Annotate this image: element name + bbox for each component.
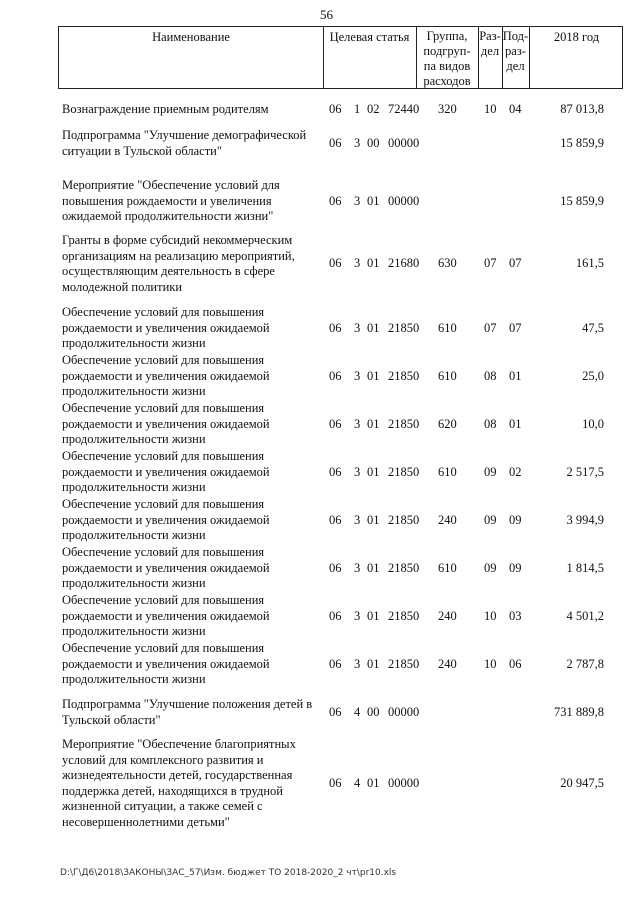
row-c2: 1 xyxy=(354,102,361,116)
row-amount: 3 994,9 xyxy=(566,512,604,527)
row-sub: 09 xyxy=(509,560,522,575)
row-sub: 02 xyxy=(509,464,522,479)
row-group: 630 xyxy=(438,256,457,271)
row-amount: 1 814,5 xyxy=(566,560,604,575)
row-sub: 07 xyxy=(509,320,522,335)
table-row xyxy=(0,737,640,830)
table-row xyxy=(0,593,640,640)
row-c2: 3 xyxy=(354,656,361,671)
header-section: Раз- дел xyxy=(479,29,501,58)
row-sec: 09 xyxy=(484,464,497,479)
row-c4: 21680 xyxy=(388,256,420,271)
row-c4: 21850 xyxy=(388,560,420,575)
row-name: Мероприятие "Обеспечение условий для повышения рождаемости и увеличения ожидаемой продолжительности жизни" xyxy=(62,178,280,223)
row-sub: 01 xyxy=(509,416,522,431)
row-c2: 3 xyxy=(354,135,361,150)
row-c2: 3 xyxy=(354,608,361,623)
row-c1: 06 xyxy=(329,656,342,671)
row-c1: 06 xyxy=(329,102,342,116)
row-c4: 00000 xyxy=(388,193,420,208)
row-group: 610 xyxy=(438,320,457,335)
row-c3: 01 xyxy=(367,512,380,527)
row-amount: 15 859,9 xyxy=(560,193,604,208)
table-row xyxy=(0,128,640,159)
row-c2: 3 xyxy=(354,512,361,527)
row-name: Вознаграждение приемным родителям xyxy=(62,102,269,116)
row-sub: 04 xyxy=(509,102,522,116)
row-name: Подпрограмма "Улучшение положения детей в Тульской области" xyxy=(62,697,313,727)
row-c2: 4 xyxy=(354,704,361,719)
table-row xyxy=(0,233,640,295)
row-sec: 09 xyxy=(484,512,497,527)
row-amount: 2 787,8 xyxy=(566,656,604,671)
row-sub: 09 xyxy=(509,512,522,527)
row-amount: 731 889,8 xyxy=(554,704,604,719)
row-sec: 10 xyxy=(484,656,497,671)
table-row xyxy=(0,545,640,592)
table-row xyxy=(0,305,640,352)
header-target: Целевая статья xyxy=(329,30,410,44)
row-sub: 03 xyxy=(509,608,522,623)
table-row xyxy=(0,697,640,728)
row-c3: 01 xyxy=(367,320,380,335)
row-c4: 21850 xyxy=(388,416,420,431)
row-c2: 3 xyxy=(354,368,361,383)
row-group: 240 xyxy=(438,656,457,671)
header-year: 2018 год xyxy=(553,30,600,44)
row-c3: 02 xyxy=(367,102,380,116)
table-row xyxy=(0,449,640,496)
row-sec: 08 xyxy=(484,368,497,383)
row-name: Обеспечение условий для повышения рождаемости и увеличения ожидаемой продолжительности жизни xyxy=(62,497,270,542)
table-row xyxy=(0,102,640,118)
row-name: Обеспечение условий для повышения рождаемости и увеличения ожидаемой продолжительности жизни xyxy=(62,545,270,590)
row-sub: 01 xyxy=(509,368,522,383)
row-c4: 21850 xyxy=(388,512,420,527)
row-sub: 06 xyxy=(509,656,522,671)
row-c1: 06 xyxy=(329,193,342,208)
row-c3: 01 xyxy=(367,368,380,383)
row-group: 610 xyxy=(438,464,457,479)
row-c3: 01 xyxy=(367,608,380,623)
row-c3: 01 xyxy=(367,656,380,671)
row-c1: 06 xyxy=(329,320,342,335)
row-name: Обеспечение условий для повышения рождаемости и увеличения ожидаемой продолжительности жизни xyxy=(62,401,270,446)
row-c4: 00000 xyxy=(388,135,420,150)
row-amount: 2 517,5 xyxy=(566,464,604,479)
row-group: 240 xyxy=(438,512,457,527)
row-c1: 06 xyxy=(329,775,342,790)
row-c4: 72440 xyxy=(388,102,420,116)
row-c1: 06 xyxy=(329,464,342,479)
row-c2: 4 xyxy=(354,775,361,790)
row-c3: 01 xyxy=(367,560,380,575)
row-name: Обеспечение условий для повышения рождаемости и увеличения ожидаемой продолжительности жизни xyxy=(62,305,270,350)
row-c1: 06 xyxy=(329,135,342,150)
row-c1: 06 xyxy=(329,704,342,719)
row-name: Подпрограмма "Улучшение демографической ситуации в Тульской области" xyxy=(62,128,307,158)
header-subsection: Под- раз- дел xyxy=(502,29,529,73)
row-c1: 06 xyxy=(329,560,342,575)
row-group: 610 xyxy=(438,368,457,383)
row-c3: 01 xyxy=(367,193,380,208)
table-row xyxy=(0,641,640,688)
row-name: Мероприятие "Обеспечение благоприятных условий для комплексного развития и жизнедеятельности детей, государственная поддержка детей, находящихся в трудной жизненной ситуации, а также семей с несовершеннолетними детьми" xyxy=(62,737,296,829)
row-c2: 3 xyxy=(354,256,361,271)
row-amount: 25,0 xyxy=(582,368,604,383)
row-group: 620 xyxy=(438,416,457,431)
row-c2: 3 xyxy=(354,560,361,575)
row-sec: 07 xyxy=(484,256,497,271)
row-sec: 08 xyxy=(484,416,497,431)
row-sec: 10 xyxy=(484,608,497,623)
row-c4: 00000 xyxy=(388,775,420,790)
row-c1: 06 xyxy=(329,416,342,431)
table-row xyxy=(0,353,640,400)
table-row xyxy=(0,178,640,225)
row-c2: 3 xyxy=(354,416,361,431)
row-amount: 15 859,9 xyxy=(560,135,604,150)
row-c2: 3 xyxy=(354,464,361,479)
page-number: 56 xyxy=(320,7,333,22)
row-c1: 06 xyxy=(329,256,342,271)
table-row xyxy=(0,497,640,544)
table-row xyxy=(0,401,640,448)
row-name: Обеспечение условий для повышения рождаемости и увеличения ожидаемой продолжительности жизни xyxy=(62,353,270,398)
row-c4: 21850 xyxy=(388,656,420,671)
row-amount: 20 947,5 xyxy=(560,775,604,790)
row-sec: 10 xyxy=(484,102,497,116)
row-group: 320 xyxy=(438,102,457,116)
row-c1: 06 xyxy=(329,512,342,527)
row-c4: 21850 xyxy=(388,320,420,335)
row-c3: 01 xyxy=(367,775,380,790)
row-name: Обеспечение условий для повышения рождаемости и увеличения ожидаемой продолжительности жизни xyxy=(62,641,270,686)
row-c2: 3 xyxy=(354,320,361,335)
row-sec: 07 xyxy=(484,320,497,335)
row-c2: 3 xyxy=(354,193,361,208)
row-sec: 09 xyxy=(484,560,497,575)
row-c4: 00000 xyxy=(388,704,420,719)
row-c4: 21850 xyxy=(388,608,420,623)
row-sub: 07 xyxy=(509,256,522,271)
table-header xyxy=(58,26,623,89)
row-amount: 161,5 xyxy=(575,256,604,271)
row-c4: 21850 xyxy=(388,464,420,479)
row-name: Обеспечение условий для повышения рождаемости и увеличения ожидаемой продолжительности жизни xyxy=(62,449,270,494)
row-amount: 4 501,2 xyxy=(566,608,604,623)
row-amount: 47,5 xyxy=(582,320,604,335)
header-group: Группа, подгруп- па видов расходов xyxy=(423,29,471,88)
row-c3: 01 xyxy=(367,464,380,479)
row-c4: 21850 xyxy=(388,368,420,383)
row-c1: 06 xyxy=(329,608,342,623)
row-c1: 06 xyxy=(329,368,342,383)
row-c3: 00 xyxy=(367,704,380,719)
row-c3: 01 xyxy=(367,416,380,431)
row-c3: 00 xyxy=(367,135,380,150)
header-name: Наименование xyxy=(152,30,230,44)
row-amount: 10,0 xyxy=(582,416,604,431)
row-group: 610 xyxy=(438,560,457,575)
row-group: 240 xyxy=(438,608,457,623)
row-name: Гранты в форме субсидий некоммерческим организациям на реализацию мероприятий, осуществляющим деятельность в сфере молодежной политики xyxy=(62,233,295,294)
row-amount: 87 013,8 xyxy=(560,102,604,116)
row-c3: 01 xyxy=(367,256,380,271)
row-name: Обеспечение условий для повышения рождаемости и увеличения ожидаемой продолжительности жизни xyxy=(62,593,270,638)
file-path-footer: D:\Г\Д6\2018\ЗАКОНЫ\ЗАС_57\Изм. бюджет ТО 2018-2020_2 чт\pr10.xls xyxy=(60,868,397,878)
